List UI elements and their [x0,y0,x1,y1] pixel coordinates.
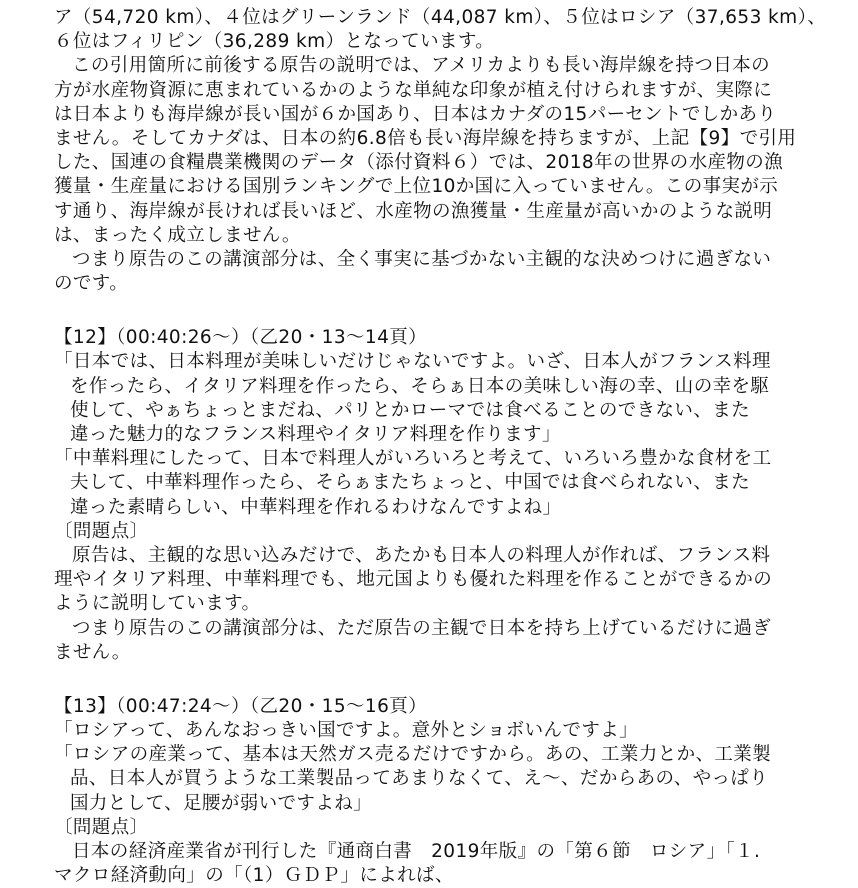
text-line: ません。そしてカナダは、日本の約6.8倍も長い海岸線を持ちますが、上記【9】で引用 [54,127,797,149]
text-line: ません。 [54,641,131,663]
section-12 [54,326,840,665]
text-line: は、まったく成立しません。 [54,224,301,246]
section-13 [54,695,840,888]
quote-line: 違った魅力的なフランス料理やイタリア料理を作ります」 [70,424,561,445]
problem-label: 〔問題点〕 [54,520,149,542]
text-line: 原告は、主観的な思い込みだけで、あたかも日本人の料理人が作れば、フランス料 [72,544,771,566]
quote-line: 国力として、足腰が弱いですよね」 [70,792,373,814]
quote-line: 夫して、中華料理作ったら、そらぁまたちょっと、中国では食べられない、また [70,472,751,494]
quote-context-paragraph [54,54,840,248]
quote-line: 「ロシアって、あんなおっきい国ですよ。意外とショボいんですよ」 [54,720,639,742]
text-line: マクロ経済動向」の「（1）ＧＤＰ」によれば、 [54,865,454,887]
quote-line: 使して、やぁちょっとまだね、パリとかローマでは食べることのできない、また [70,399,751,421]
text-line: ように説明しています。 [54,593,261,615]
text-line: つまり原告のこの講演部分は、全く事実に基づかない主観的な決めつけに過ぎない [72,248,772,270]
text-line: す通り、海岸線が長ければ長いほど、水産物の漁獲量・生産量が高いかのような説明 [54,200,773,222]
problem-label: 〔問題点〕 [54,816,149,838]
quote-line: 「中華料理にしたって、日本で料理人がいろいろと考えて、いろいろ豊かな食材を工 [54,448,772,470]
text-line: つまり原告のこの講演部分は、ただ原告の主観で日本を持ち上げているだけに過ぎ [72,617,772,639]
text-line: ６位はフィリピン（36,289 km）となっています。 [54,31,495,53]
conclusion-paragraph [54,248,840,296]
quote-line: 「日本では、日本料理が美味しいだけじゃないですよ。いざ、日本人がフランス料理 [54,351,771,373]
text-line: この引用箇所に前後する原告の説明では、アメリカよりも長い海岸線を持つ日本の [72,55,771,77]
quote-line: 違った素晴らしい、中華料理を作れるわけなんですよね」 [70,496,562,518]
ranking-paragraph [54,6,840,54]
quote-line: 「ロシアの産業って、基本は天然ガス売るだけですから。あの、工業力とか、工業製 [54,744,772,766]
text-line: は日本よりも海岸線が長い国が６か国あり、日本はカナダの15パーセントでしかあり [54,103,777,125]
quote-line: を作ったら、イタリア料理を作ったら、そらぁ日本の美味しい海の幸、山の幸を駆 [70,375,770,397]
section-heading: 【12】（00:40:26〜）（乙20・13〜14頁） [54,327,428,349]
quote-line: 品、日本人が買うような工業製品ってあまりなくて、え〜、だからあの、やっぱり [70,768,769,790]
text-line: ア（54,720 km）、４位はグリーンランド（44,087 km）、５位はロシア（37,653 km）、 [54,7,827,28]
text-line: のです。 [54,273,129,295]
text-line: 獲量・生産量における国別ランキングで上位10か国に入っていません。この事実が示 [54,176,779,198]
text-line: 日本の経済産業省が刊行した『通商白書 2019年版』の「第６節 ロシア」「１. [72,841,761,862]
section-heading: 【13】（00:47:24〜）（乙20・15〜16頁） [54,695,428,717]
text-line: した、国連の食糧農業機関のデータ（添付資料６）では、2018年の世界の水産物の漁 [54,152,784,174]
text-line: 理やイタリア料理、中華料理でも、地元国よりも優れた料理を作ることができるかの [54,569,773,591]
text-line: 方が水産物資源に恵まれているかのような単純な印象が植え付けられますが、実際に [54,79,773,101]
